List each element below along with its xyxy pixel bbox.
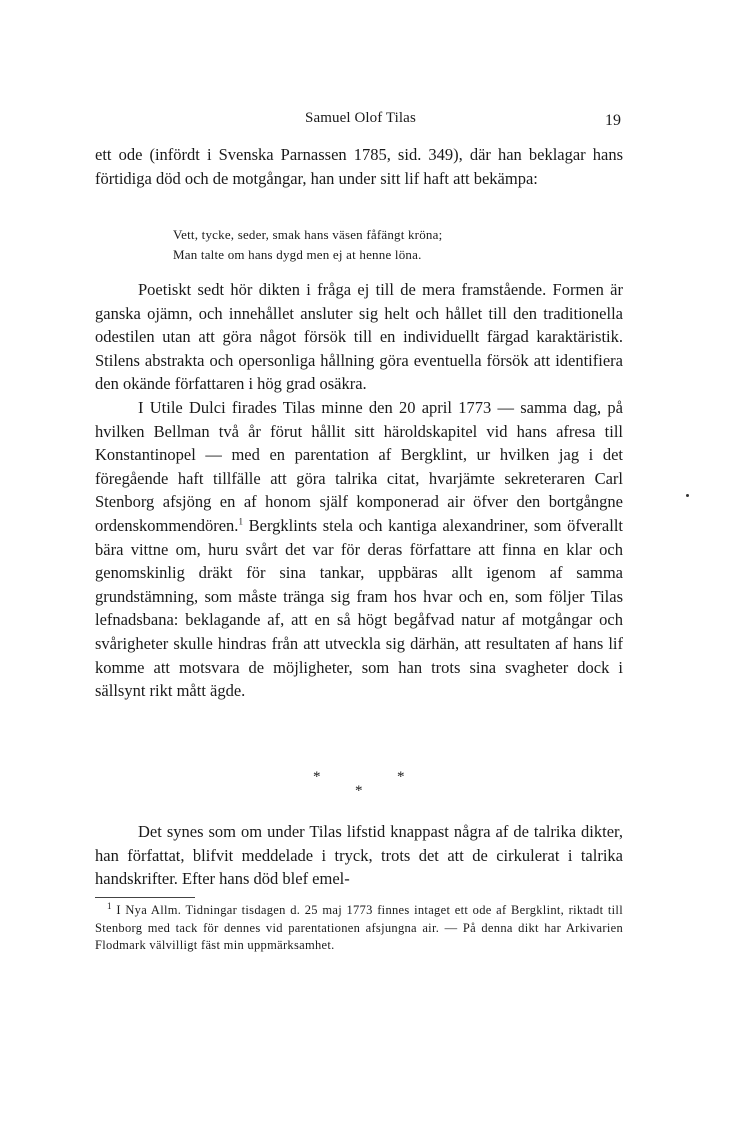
footnote-reference: 1	[238, 516, 243, 527]
verse-line-1: Vett, tycke, seder, smak hans väsen fåfängt kröna;	[173, 227, 443, 242]
paragraph-3-part-2: Bergklints stela och kantiga alexandriner, som öfverallt bära vittne om, huru svårt det var för deras författare att finna en klar och genomskinlig dräkt för sina tankar, uppbäras allt igenom af samma grundstämning, som måste tränga sig fram hos hvar och en, som följer Tilas lefnadsbana: beklagande af, att en så högt begåfvad natur af motgångar och svårigheter skulle hindras från att utveckla sig därhän, att resultaten af hans lif komme att motsvara de möjligheter, som han trots sina svagheter dock i sällsynt rikt mått ägde.	[95, 515, 623, 701]
asterism-star-right: *	[397, 769, 405, 785]
paragraph-1-text: ett ode (infördt i Svenska Parnassen 1785, sid. 349), där han beklagar hans förtidiga död och de motgångar, han under sitt lif haft att bekämpa:	[95, 145, 623, 188]
running-title: Samuel Olof Tilas	[305, 110, 416, 126]
footnote	[95, 902, 623, 955]
asterism-star-bottom: *	[355, 783, 363, 799]
main-text-block	[95, 278, 623, 703]
paragraph-4-text: Det synes som om under Tilas lifstid knappast några af de talrika dikter, han författat, blifvit meddelade i tryck, trots det att de cirkulerat i talrika handskrifter. Efter hans död blef emel-	[95, 822, 623, 889]
paragraph-3-text	[95, 396, 623, 703]
verse-line-2: Man talte om hans dygd men ej at henne löna.	[173, 247, 422, 262]
footnote-text-line	[95, 902, 623, 955]
paragraph-intro	[95, 143, 623, 190]
paragraph-2-text: Poetiskt sedt hör dikten i fråga ej till de mera framstående. Formen är ganska ojämn, och innehållet ansluter sig helt och hållet till den traditionella odestilen utan att göra något försök till en individuellt färgad karaktäristik. Stilens abstrakta och opersonliga hållning göra eventuella försök att identifiera den okände författaren i hög grad osäkra.	[95, 280, 623, 394]
paragraph-3-part-1: I Utile Dulci firades Tilas minne den 20 april 1773 — samma dag, på hvilken Bellman två år förut hållit sitt häroldskapitel vid hans afresa till Konstantinopel — med en parentation af Bergklint, ur hvilken jag i det föregående haft tillfälle att göra talrika citat, hvarjämte sekreteraren Carl Stenborg afsjöng en af honom själf komponerad air öfver den bortgångne ordenskommendören.	[95, 397, 623, 535]
scan-speck	[686, 494, 689, 497]
section-asterism	[0, 766, 744, 800]
footnote-text: I Nya Allm. Tidningar tisdagen d. 25 maj 1773 finnes intaget ett ode af Bergklint, riktadt till Stenborg med tack för dennes vid parentationen afsjungna air. — På denna dikt har Arkivarien Flodmark välvilligt fäst min uppmärksamhet.	[95, 903, 623, 952]
running-header	[0, 110, 744, 130]
paragraph-new-section	[95, 820, 623, 891]
footnote-marker: 1	[107, 900, 112, 911]
page-number: 19	[605, 112, 621, 129]
asterism-star-left: *	[313, 769, 321, 785]
verse-quotation	[173, 225, 442, 265]
footnote-divider	[95, 897, 195, 898]
